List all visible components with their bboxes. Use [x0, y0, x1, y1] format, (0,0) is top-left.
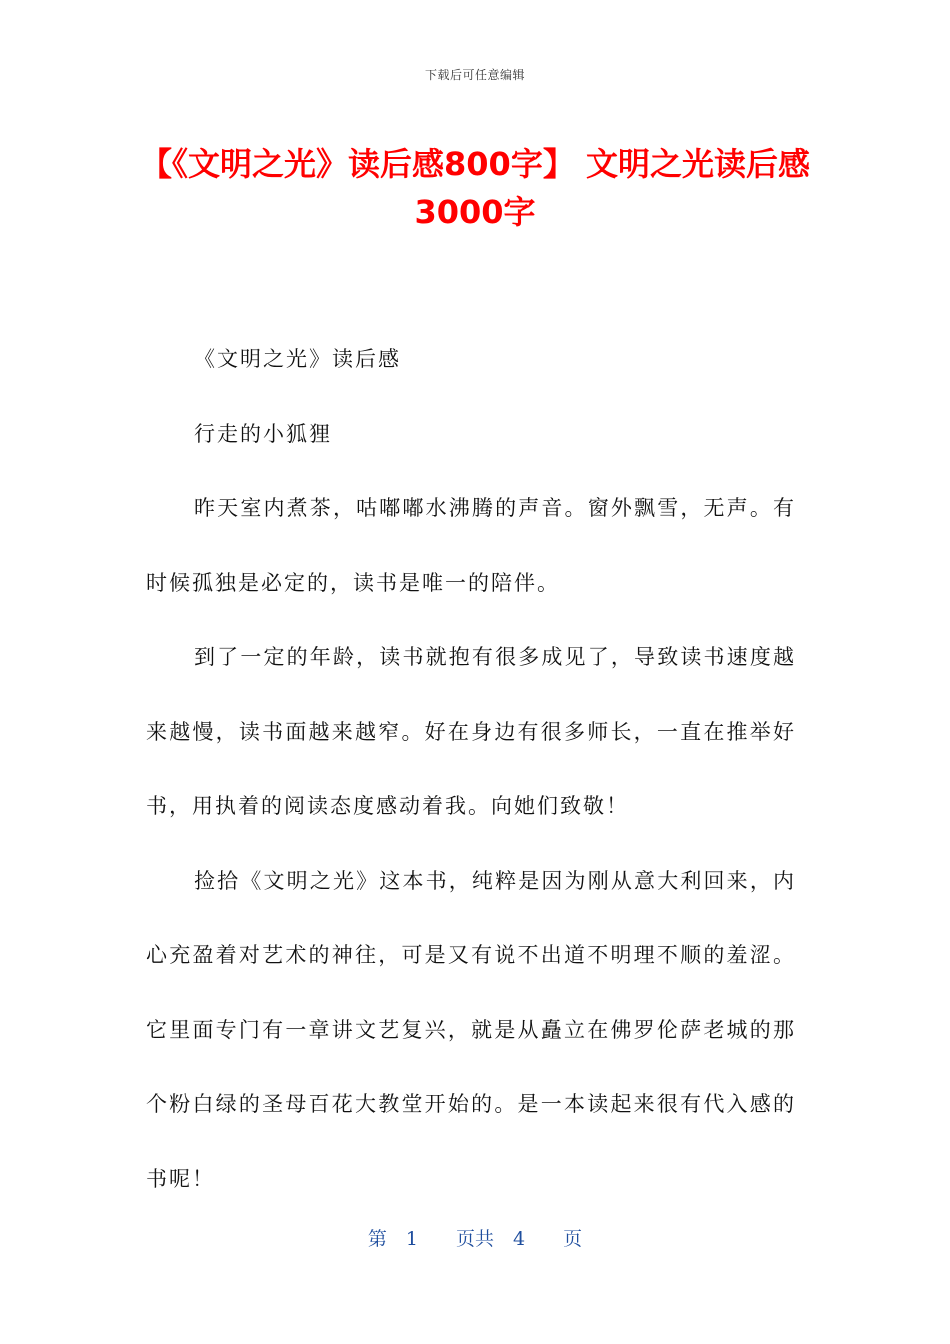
paragraph-heading: 《文明之光》读后感	[194, 347, 401, 371]
paragraph-author: 行走的小狐狸	[194, 421, 332, 446]
paragraph: 昨天室内煮茶，咕嘟嘟水沸腾的声音。窗外飘雪，无声。有时候孤独是必定的，读书是唯一的陪伴。	[146, 496, 796, 595]
paragraph: 捡拾《文明之光》这本书，纯粹是因为刚从意大利回来，内心充盈着对艺术的神往，可是又有说不出道不明理不顺的羞涩。它里面专门有一章讲文艺复兴，就是从矗立在佛罗伦萨老城的那个粉白绿的圣母百花大教堂开始的。是一本读起来很有代入感的书呢！	[146, 868, 796, 1191]
paragraph: 到了一定的年龄，读书就抱有很多成见了，导致读书速度越来越慢，读书面越来越窄。好在身边有很多师长，一直在推举好书，用执着的阅读态度感动着我。向她们致敬！	[146, 645, 796, 818]
document-body	[146, 322, 796, 1216]
page-number-footer: 第 1 页共 4 页	[367, 1228, 583, 1250]
document-title: 【《文明之光》读后感800字】 文明之光读后感3000字	[140, 145, 810, 231]
header-note: 下载后可任意编辑	[424, 68, 525, 82]
